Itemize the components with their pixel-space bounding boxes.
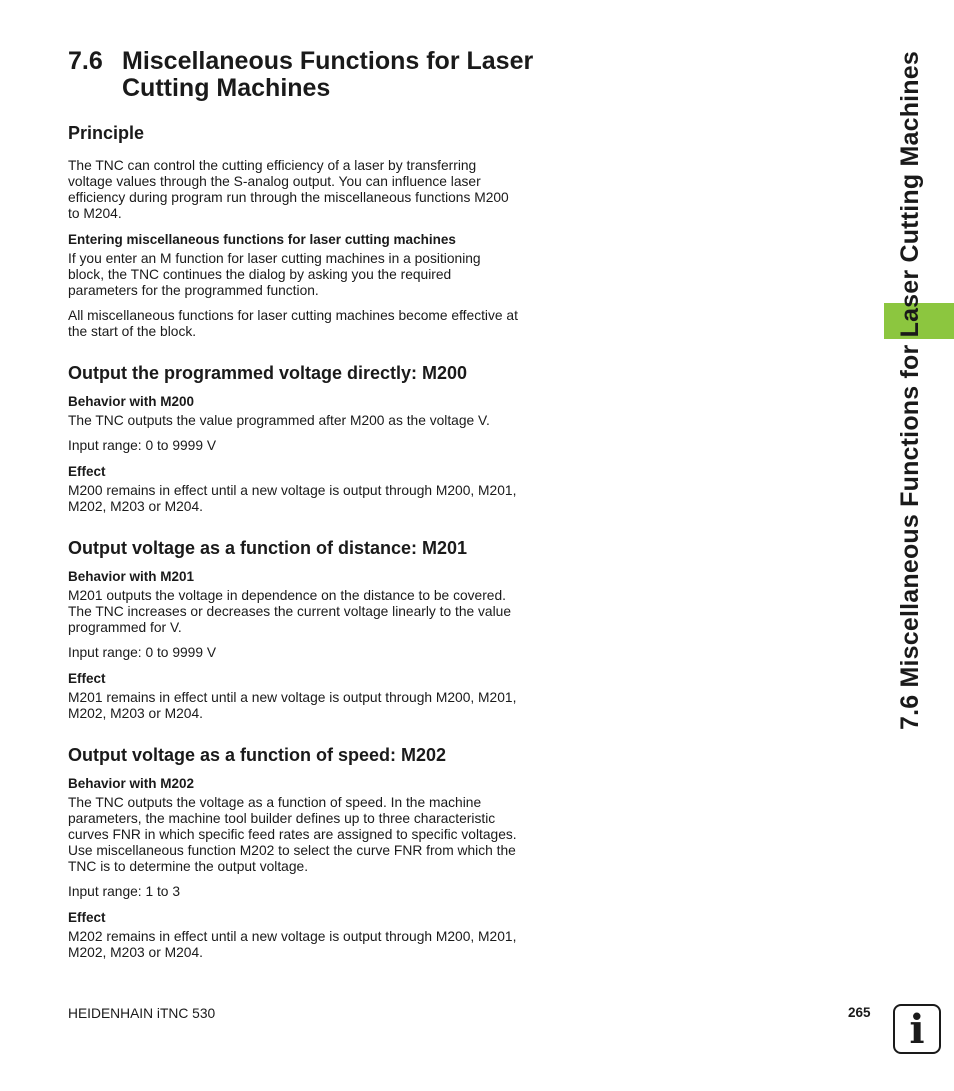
footer-product-name: HEIDENHAIN iTNC 530 <box>68 1006 216 1021</box>
side-running-title-text: 7.6 Miscellaneous Functions for Laser Cutting Machines <box>895 50 924 730</box>
main-content <box>68 122 518 970</box>
section-heading-m201: Output voltage as a function of distance: M201 <box>68 538 468 558</box>
m201-behavior-text: M201 outputs the voltage in dependence on the distance to be covered. The TNC increases or decreases the current voltage linearly to the value programmed for V. <box>68 588 512 635</box>
side-running-title <box>880 50 940 730</box>
m202-behavior-text: The TNC outputs the voltage as a function of speed. In the machine parameters, the machine tool builder defines up to three characteristic curves FNR in which specific feed rates are assigned to specific voltages. Use miscellaneous function M202 to select the curve FNR from which the TNC is to determine the output voltage. <box>68 795 517 874</box>
m200-input-range: Input range: 0 to 9999 V <box>68 438 217 453</box>
section-heading-m202: Output voltage as a function of speed: M202 <box>68 745 447 765</box>
m202-behavior-heading: Behavior with M202 <box>68 776 195 791</box>
chapter-title <box>68 48 542 102</box>
chapter-number: 7.6 <box>68 47 103 75</box>
m202-effect-heading: Effect <box>68 910 106 925</box>
chapter-title-text: Miscellaneous Functions for Laser Cutting Machines <box>122 47 534 102</box>
m201-effect-heading: Effect <box>68 671 106 686</box>
m201-input-range: Input range: 0 to 9999 V <box>68 645 217 660</box>
m200-effect-text: M200 remains in effect until a new voltage is output through M200, M201, M202, M203 or M204. <box>68 483 517 514</box>
m200-effect-heading: Effect <box>68 464 106 479</box>
subheading-entering-functions: Entering miscellaneous functions for laser cutting machines <box>68 232 456 247</box>
section-heading-principle: Principle <box>68 123 145 143</box>
m201-effect-text: M201 remains in effect until a new voltage is output through M200, M201, M202, M203 or M204. <box>68 690 517 721</box>
page-number: 265 <box>848 1005 871 1020</box>
info-icon: i <box>893 1004 941 1054</box>
m200-behavior-text: The TNC outputs the value programmed after M200 as the voltage V. <box>68 413 490 428</box>
section-heading-m200: Output the programmed voltage directly: M200 <box>68 363 468 383</box>
m202-effect-text: M202 remains in effect until a new voltage is output through M200, M201, M202, M203 or M204. <box>68 929 517 960</box>
m201-behavior-heading: Behavior with M201 <box>68 569 195 584</box>
m200-behavior-heading: Behavior with M200 <box>68 394 195 409</box>
principle-paragraph-2: If you enter an M function for laser cutting machines in a positioning block, the TNC continues the dialog by asking you the required parameters for the programmed function. <box>68 251 481 298</box>
principle-paragraph-3: All miscellaneous functions for laser cutting machines become effective at the start of the block. <box>68 308 518 339</box>
principle-paragraph-1: The TNC can control the cutting efficiency of a laser by transferring voltage values through the S-analog output. You can influence laser efficiency during program run through the miscellaneous functions M200 to M204. <box>68 158 509 221</box>
m202-input-range: Input range: 1 to 3 <box>68 884 180 899</box>
